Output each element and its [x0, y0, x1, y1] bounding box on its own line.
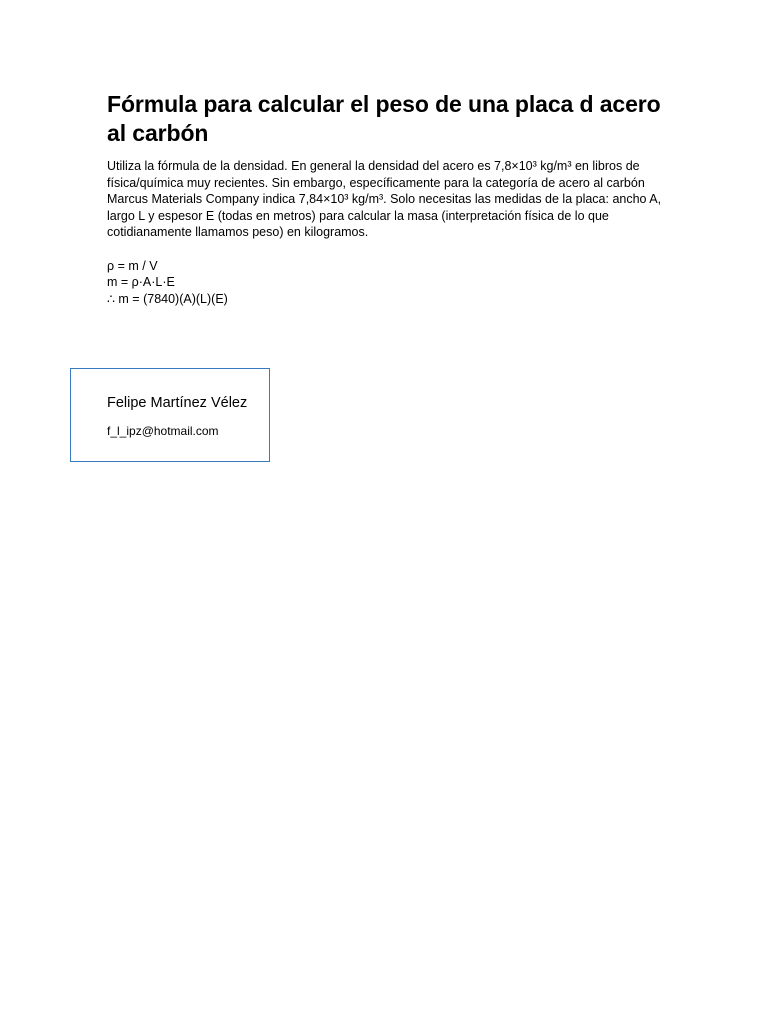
author-card	[70, 368, 270, 462]
formula-block	[107, 258, 667, 308]
formula-mass: m = ρ·A·L·E	[107, 275, 175, 289]
document-title: Fórmula para calcular el peso de una placa d acero al carbón	[107, 91, 661, 146]
formula-density: ρ = m / V	[107, 258, 158, 273]
formula-result: ∴ m = (7840)(A)(L)(E)	[107, 291, 228, 306]
author-email[interactable]: f_l_ipz@hotmail.com	[107, 424, 219, 438]
author-name: Felipe Martínez Vélez	[107, 395, 248, 411]
document-content	[107, 90, 667, 307]
document-paragraph: Utiliza la fórmula de la densidad. En general la densidad del acero es 7,8×10³ kg/m³ en libros de física/química muy recientes. Sin embargo, específicamente para la categoría de acero al carbón Marcus Materials Company indica 7,84×10³ kg/m³. Solo necesitas las medidas de la placa: ancho A, largo L y espesor E (todas en metros) para calcular la masa (interpretación física de lo que cotidianamente llamamos peso) en kilogramos.	[107, 159, 662, 239]
